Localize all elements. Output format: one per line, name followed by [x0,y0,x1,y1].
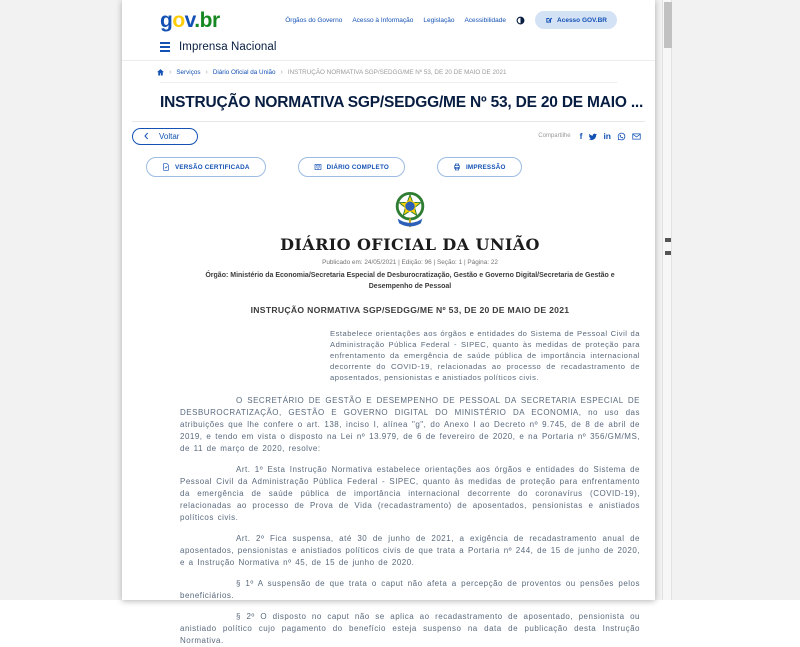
certificate-icon [162,163,170,171]
body-paragraph: § 2º O disposto no caput não se aplica ao recadastramento de aposentado, pensionista ou anistiado político cujo pagamento do benefício esteja suspenso na data de publicação desta Instrução Normativa. [180,612,640,645]
impressao-button[interactable]: IMPRESSÃO [437,157,522,177]
ementa-paragraph: Estabelece orientações aos órgãos e entidades do Sistema de Pessoal Civil da Administração Pública Federal - SIPEC, quanto às medidas de proteção para enfrentamento da emergência de saúde pública de importância internacional decorrente do COVID-19, relacionadas ao processo de recadastramento de aposentados, pensionistas e anistiados políticos civis. [330,329,640,382]
site-header [122,0,655,60]
organ-line: Órgão: Ministério da Economia/Secretaria Especial de Desburocratização, Gestão e Governo Digital/Secretaria de Gestão e Desempenho de Pessoal [205,272,615,290]
breadcrumb-separator: › [205,68,208,76]
govbr-logo[interactable]: gov.br [160,8,220,32]
site-name[interactable]: Imprensa Nacional [179,41,277,53]
content-card [122,0,655,645]
back-button[interactable]: Voltar [132,128,198,145]
facebook-icon[interactable]: f [579,130,583,141]
nav-orgaos-do-governo[interactable]: Órgãos do Governo [285,16,343,24]
journal-icon [314,163,322,171]
scrollbar-thumb[interactable] [664,2,672,48]
document-body [180,189,640,647]
page-title: INSTRUÇÃO NORMATIVA SGP/SEDGG/ME Nº 53, DE 20 DE MAIO ... [160,94,644,111]
share-label: Compartilhe [538,133,571,139]
breadcrumb-current: INSTRUÇÃO NORMATIVA SGP/SEDGG/ME Nº 53, DE 20 DE MAIO DE 2021 [287,68,507,76]
printer-icon [453,163,461,171]
home-icon[interactable] [156,68,164,76]
twitter-icon[interactable] [588,132,597,141]
body-paragraph: Art. 1º Esta Instrução Normativa estabelece orientações aos órgãos e entidades do Sistema de Pessoal Civil da Administração Pública Federal - SIPEC, quanto às medidas de proteção para enfrentamento da emergência de saúde pública de importância internacional decorrente do coronavírus (COVID-19), relacionadas ao processo de Prova de Vida (recadastramento) de aposentados, pensionistas e anistiados políticos civis. [180,465,640,522]
breadcrumb-servicos[interactable]: Serviços [176,68,201,76]
breadcrumb-divider [160,82,617,83]
diario-completo-button[interactable]: DIÁRIO COMPLETO [298,157,405,177]
linkedin-icon[interactable]: in [603,130,611,141]
chevron-left-icon [144,132,150,140]
scrollbar-mark [665,251,671,255]
breadcrumb-diario-oficial[interactable]: Diário Oficial da União [212,68,276,76]
gazette-masthead: DIÁRIO OFICIAL DA UNIÃO [280,235,540,254]
contrast-toggle-icon[interactable] [516,16,525,25]
breadcrumb-separator: › [280,68,283,76]
document-actions [122,145,655,177]
breadcrumb-separator: › [169,68,172,76]
body-paragraph: § 1º A suspensão de que trata o caput não afeta a percepção de proventos ou pensões pelos beneficiários. [180,579,640,600]
action-row [122,122,655,145]
document-title: INSTRUÇÃO NORMATIVA SGP/SEDGG/ME Nº 53, DE 20 DE MAIO DE 2021 [250,305,570,315]
versao-certificada-button[interactable]: VERSÃO CERTIFICADA [146,157,266,177]
external-link-icon [545,16,553,24]
whatsapp-icon[interactable] [617,132,626,141]
nav-acessibilidade[interactable]: Acessibilidade [464,16,507,24]
breadcrumb [122,61,655,82]
publication-line: Publicado em: 24/05/2021 | Edição: 96 | Seção: 1 | Página: 22 [322,259,498,266]
nav-acesso-a-informacao[interactable]: Acesso à Informação [352,16,414,24]
brazil-coat-of-arms [391,189,429,231]
menu-hamburger-icon[interactable] [160,42,170,52]
acesso-govbr-button[interactable]: Acesso GOV.BR [535,11,617,29]
share-bar [538,132,641,141]
scrollbar-track[interactable] [662,0,672,600]
body-paragraph: Art. 2º Fica suspensa, até 30 de junho de 2021, a exigência de recadastramento anual de aposentados, pensionistas e anistiados políticos civis de que trata a Portaria nº 244, de 15 de junho de 2020, e a Instrução Normativa nº 45, de 15 de junho de 2020. [180,534,640,567]
body-paragraph: O SECRETÁRIO DE GESTÃO E DESEMPENHO DE PESSOAL DA SECRETARIA ESPECIAL DE DESBUROCRATIZAÇÃO, GESTÃO E GOVERNO DIGITAL DO MINISTÉRIO DA ECONOMIA, no uso das atribuições que lhe confere o art. 138, inciso I, alínea "g", do Anexo I ao Decreto nº 9.745, de 8 de abril de 2019, e tendo em vista o disposto na Lei nº 13.979, de 6 de fevereiro de 2020, e na Portaria nº 356/GM/MS, de 11 de março de 2020, resolve: [180,396,640,453]
scrollbar-mark [665,238,671,242]
nav-legislacao[interactable]: Legislação [423,16,455,24]
email-icon[interactable] [632,132,641,141]
